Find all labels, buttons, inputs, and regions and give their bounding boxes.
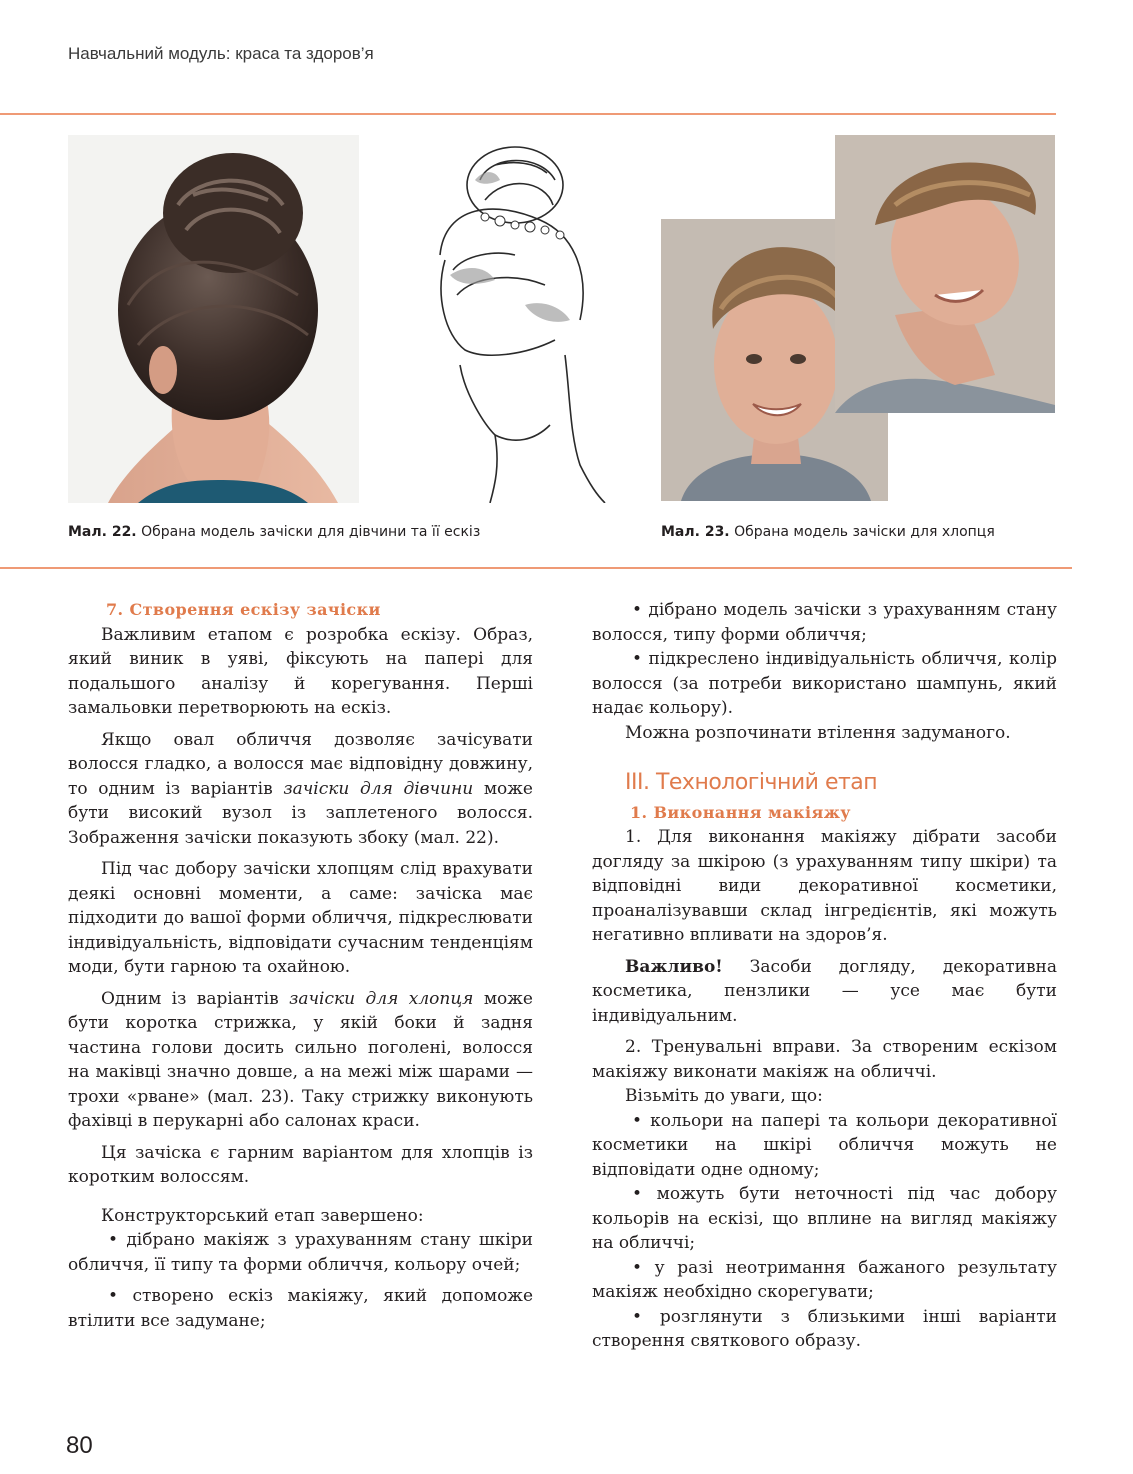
list-item: • дібрано модель зачіски з урахуванням стану волосся, типу форми обличчя; xyxy=(592,600,1057,645)
list-item: • дібрано макіяж з урахуванням стану шкіри обличчя, її типу та форми обличчя, кольору очей; xyxy=(68,1230,533,1275)
paragraph: Якщо овал обличчя дозволяє зачісувати волосся гладко, а волосся має відповідну довжину, то одним із варіантів зачіски для дівчини може бути високий вузол із заплетеного волосся. Зображення зачіски показують збоку (мал. 22). xyxy=(68,729,533,848)
list-item: • створено ескіз макіяжу, який допоможе втілити все задумане; xyxy=(68,1286,533,1331)
figure-23-text: Обрана модель зачіски для хлопця xyxy=(734,524,995,540)
section-title-technological: III. Технологічний етап xyxy=(625,770,878,795)
paragraph: Конструкторський етап завершено: xyxy=(101,1205,424,1226)
left-column xyxy=(68,598,533,1333)
list-item: • кольори на папері та кольори декоративної косметики на шкірі обличчя можуть не відповідати одне одному; xyxy=(592,1110,1057,1180)
paragraph: 1. Для виконання макіяжу дібрати засоби догляду за шкірою (з урахуванням типу шкіри) та відповідні види декоративної косметики, проаналізувавши склад інгредієнтів, які можуть негативно впливати на здоров’я. xyxy=(592,827,1057,945)
sketch-girl-hairstyle xyxy=(365,135,610,503)
paragraph: 2. Тренувальні вправи. За створеним ескізом макіяжу виконати макіяж на обличчі. xyxy=(592,1037,1057,1082)
photo-girl-bun xyxy=(68,135,359,503)
figure-22-caption xyxy=(68,524,480,540)
paragraph: Важливим етапом є розробка ескізу. Образ, який виник в уяві, фіксують на папері для подальшого аналізу й корегування. Перші замальовки перетворюють на ескіз. xyxy=(68,624,533,718)
right-column xyxy=(592,598,1057,1354)
list-item: • підкреслено індивідуальність обличчя, колір волосся (за потреби використано шампунь, який надає кольору). xyxy=(592,649,1057,718)
photo-boy-profile xyxy=(835,135,1055,413)
running-title: Навчальний модуль: краса та здоров’я xyxy=(68,44,374,63)
list-item: • можуть бути неточності під час добору кольорів на ескізі, що вплине на вигляд макіяжу на обличчі; xyxy=(592,1184,1057,1253)
paragraph: Ця зачіска є гарним варіантом для хлопців із коротким волоссям. xyxy=(68,1142,533,1187)
section-heading-makeup: 1. Виконання макіяжу xyxy=(630,802,851,822)
paragraph: Візьміть до уваги, що: xyxy=(625,1086,823,1106)
header-divider xyxy=(0,113,1056,115)
paragraph: Важливо! Засоби догляду, декоративна косметика, пензлики — усе має бути індивідуальним. xyxy=(592,956,1057,1026)
figure-22-text: Обрана модель зачіски для дівчини та її ескіз xyxy=(141,524,481,540)
figures-divider xyxy=(0,567,1072,569)
page-number: 80 xyxy=(66,1432,93,1459)
list-item: • розглянути з близькими інші варіанти створення святкового образу. xyxy=(592,1306,1057,1351)
paragraph: Під час добору зачіски хлопцям слід врахувати деякі основні моменти, а саме: зачіска має підходити до вашої форми обличчя, підкреслювати індивідуальність, відповідати сучасним тенденціям моди, бути гарною та охайною. xyxy=(68,859,533,977)
section-heading-sketch: 7. Створення ескізу зачіски xyxy=(106,600,381,619)
figure-23-number: Мал. 23. xyxy=(661,524,730,540)
list-item: • у разі неотримання бажаного результату макіяж необхідно скорегувати; xyxy=(592,1257,1057,1302)
paragraph: Можна розпочинати втілення задуманого. xyxy=(625,722,1011,743)
figure-22-number: Мал. 22. xyxy=(68,524,137,540)
figure-23-caption xyxy=(661,524,995,540)
paragraph: Одним із варіантів зачіски для хлопця може бути коротка стрижка, у якій боки й задня частина голови досить сильно поголені, волосся на маківці значно довше, а на межі між шарами — трохи «рване» (мал. 23). Таку стрижку виконують фахівці в перукарні або салонах краси. xyxy=(68,988,533,1131)
